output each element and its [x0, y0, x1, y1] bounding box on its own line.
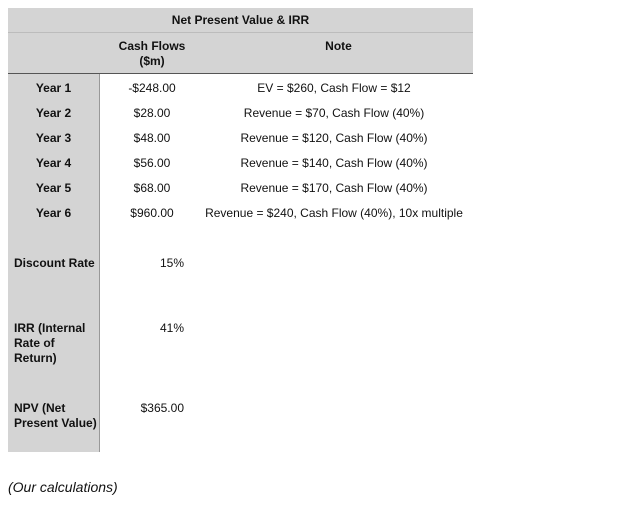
row-note: Revenue = $140, Cash Flow (40%) — [240, 156, 428, 170]
column-header-row — [8, 33, 473, 74]
row-note: Revenue = $170, Cash Flow (40%) — [240, 181, 428, 195]
row-label: Year 1 — [35, 81, 72, 95]
cash-flow-value: $56.00 — [133, 156, 171, 170]
cash-flow-value: -$248.00 — [128, 81, 176, 95]
table-row — [8, 175, 473, 200]
note-column-header: Note — [325, 39, 352, 53]
discount-rate-value: 15% — [159, 256, 184, 270]
npv-value: $365.00 — [140, 401, 184, 415]
table-title-text: Net Present Value & IRR — [171, 13, 310, 27]
row-label: Year 3 — [35, 131, 72, 145]
table-row — [8, 100, 473, 125]
row-label: Year 6 — [35, 206, 72, 220]
row-note: Revenue = $240, Cash Flow (40%), 10x multiple — [205, 206, 463, 220]
row-note: Revenue = $120, Cash Flow (40%) — [240, 131, 428, 145]
row-note: Revenue = $70, Cash Flow (40%) — [243, 106, 425, 120]
cash-flow-value: $68.00 — [133, 181, 171, 195]
source-caption: (Our calculations) — [8, 479, 118, 495]
cash-flows-header-line1: Cash Flows — [118, 39, 186, 53]
table-row — [8, 200, 473, 225]
row-label: Year 4 — [35, 156, 72, 170]
cash-flow-value: $28.00 — [133, 106, 171, 120]
npv-label: NPV (Net Present Value) — [14, 401, 97, 430]
row-label: Year 5 — [35, 181, 72, 195]
cash-flows-column-header — [100, 39, 204, 69]
table-row — [8, 125, 473, 150]
cash-flow-value: $960.00 — [130, 206, 174, 220]
table-row — [8, 75, 473, 100]
cash-flow-value: $48.00 — [133, 131, 171, 145]
table-row — [8, 150, 473, 175]
cash-flows-header-line2: ($m) — [139, 54, 165, 68]
row-note: EV = $260, Cash Flow = $12 — [257, 81, 411, 95]
row-label: Year 2 — [35, 106, 72, 120]
irr-value: 41% — [159, 321, 184, 335]
irr-label: IRR (Internal Rate of Return) — [14, 321, 86, 365]
table-title — [8, 8, 473, 33]
discount-rate-label: Discount Rate — [14, 256, 95, 270]
